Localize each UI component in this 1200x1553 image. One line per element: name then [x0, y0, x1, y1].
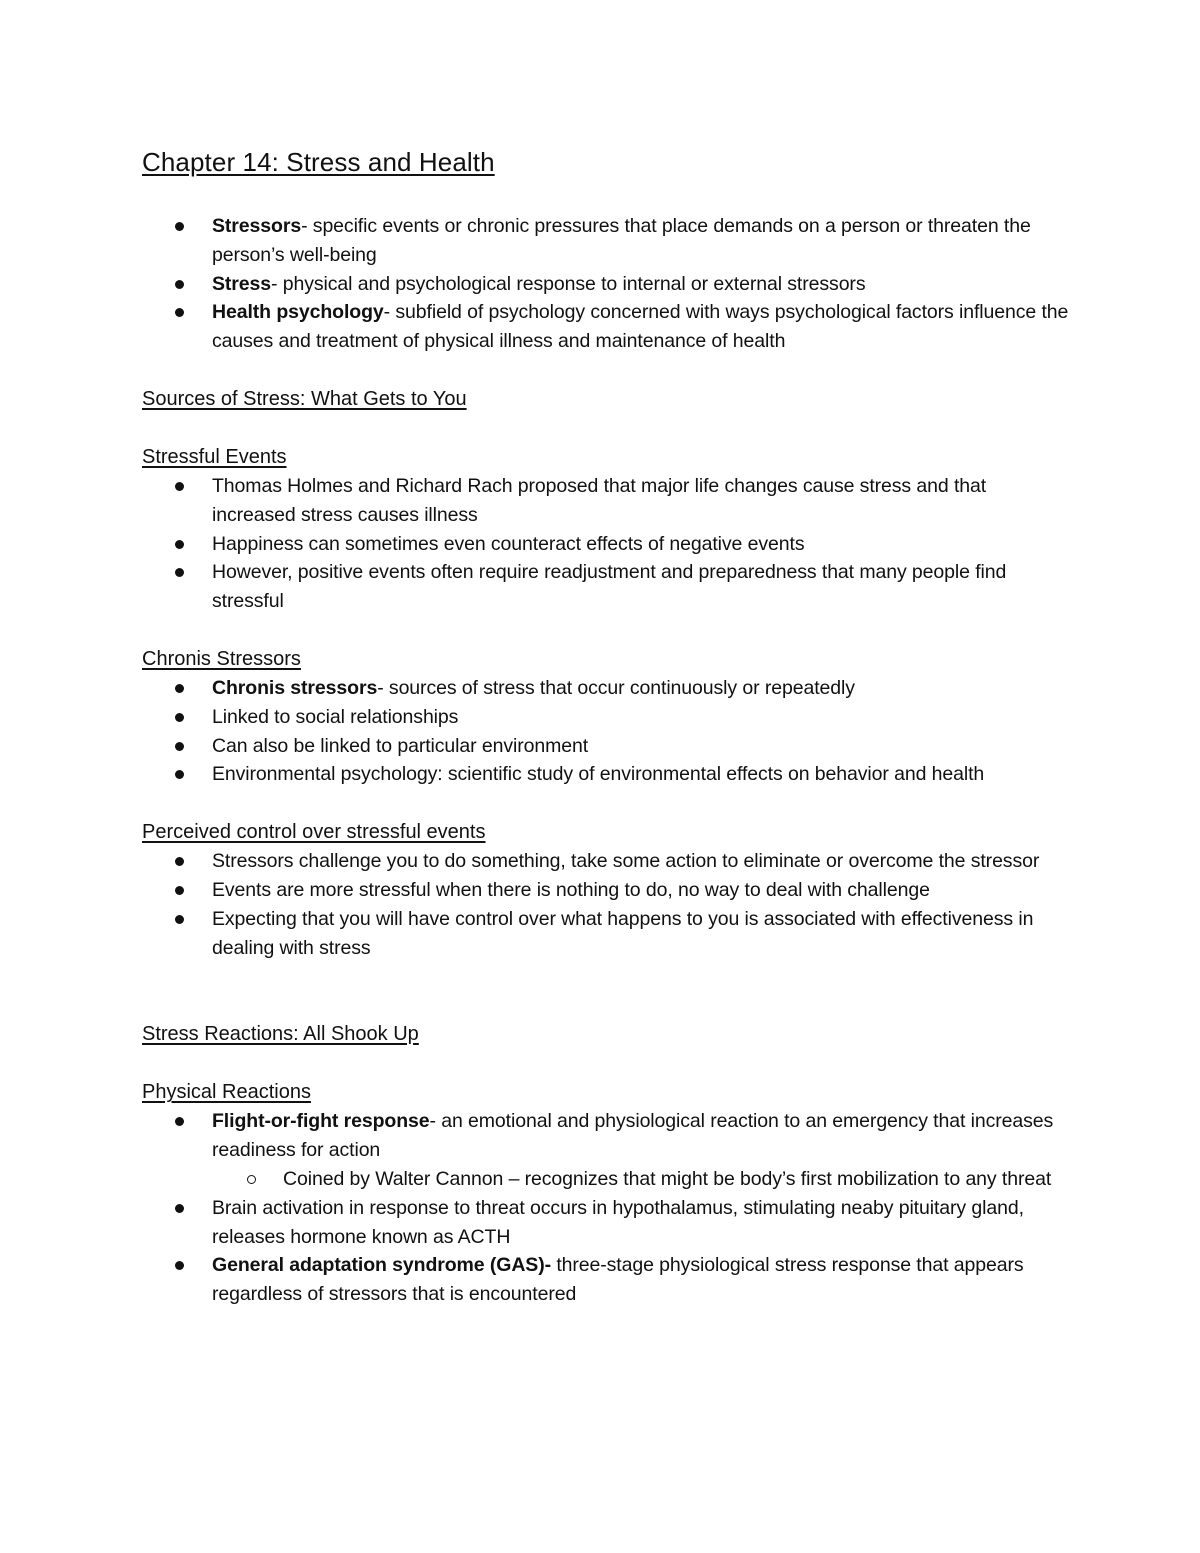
definition-text: three-stage physiological stress response that appears regardless of stressors that is encountered: [212, 1254, 1024, 1306]
list-item-text: Happiness can sometimes even counteract effects of negative events: [212, 532, 805, 555]
list-item: [142, 1107, 1072, 1193]
section-heading-stress-reactions: Stress Reactions: All Shook Up: [142, 1023, 419, 1046]
list-item-text: However, positive events often require readjustment and preparedness that many people find stressful: [212, 561, 1007, 613]
list-item: [142, 270, 1072, 299]
definition-text: - subfield of psychology concerned with ways psychological factors influence the causes and treatment of physical illness and maintenance of health: [212, 301, 1069, 353]
definition-text: - an emotional and physiological reaction to an emergency that increases readiness for action: [212, 1110, 1054, 1162]
list-item-text: Can also be linked to particular environment: [212, 734, 589, 757]
list-item: [142, 1251, 1072, 1309]
list-item: [142, 674, 1072, 703]
sub-list-item: [212, 1165, 1072, 1194]
list-item: [142, 876, 1072, 905]
chapter-title: Chapter 14: Stress and Health: [142, 147, 495, 177]
bullet-icon: [175, 857, 184, 866]
subheading-perceived-control: Perceived control over stressful events: [142, 821, 486, 844]
bullet-icon: [175, 568, 184, 577]
list-item-text: Stressors challenge you to do something, take some action to eliminate or overcome the stressor: [212, 850, 1040, 873]
definition-text: - specific events or chronic pressures that place demands on a person or threaten the person’s well-being: [212, 215, 1031, 266]
list-item-text: Brain activation in response to threat occurs in hypothalamus, stimulating neaby pituitary gland, releases hormone known as ACTH: [212, 1196, 1024, 1248]
subheading-physical-reactions: Physical Reactions: [142, 1081, 311, 1104]
list-item-text: Environmental psychology: scientific study of environmental effects on behavior and health: [212, 763, 985, 786]
bullet-icon: [175, 713, 184, 722]
bullet-icon: [175, 886, 184, 895]
list-item-text: Coined by Walter Cannon – recognizes that might be body’s first mobilization to any threat: [283, 1167, 1052, 1190]
chronic-stressors-list: [142, 674, 1072, 789]
definition-text: - physical and psychological response to internal or external stressors: [271, 272, 866, 295]
list-item: [142, 847, 1072, 876]
term-flight-or-fight: Flight-or-fight response: [212, 1110, 430, 1133]
list-item-text: Thomas Holmes and Richard Rach proposed that major life changes cause stress and that increased stress causes illness: [212, 474, 987, 526]
term-chronis-stressors: Chronis stressors: [212, 676, 378, 699]
list-item: [142, 212, 1072, 270]
list-item-text: Expecting that you will have control over what happens to you is associated with effectiveness in dealing with stress: [212, 907, 1034, 959]
bullet-icon: [175, 222, 184, 231]
list-item: [142, 530, 1072, 559]
list-item: [142, 472, 1072, 530]
document-page: [142, 140, 1072, 1309]
list-item: [142, 905, 1072, 963]
term-stress: Stress: [212, 272, 272, 295]
subheading-stressful-events: Stressful Events: [142, 445, 287, 468]
list-item: [142, 298, 1072, 356]
list-item: [142, 760, 1072, 789]
subheading-chronic-stressors: Chronis Stressors: [142, 647, 301, 670]
list-item: [142, 1194, 1072, 1252]
bullet-icon: [175, 280, 184, 289]
list-item-text: Linked to social relationships: [212, 705, 459, 728]
bullet-icon: [175, 482, 184, 491]
section-heading-sources-of-stress: Sources of Stress: What Gets to You: [142, 387, 467, 410]
bullet-icon: [175, 308, 184, 317]
bullet-icon: [175, 1117, 184, 1126]
definition-text: - sources of stress that occur continuously or repeatedly: [377, 676, 855, 699]
term-general-adaptation-syndrome: General adaptation syndrome (GAS)-: [212, 1254, 551, 1277]
stressful-events-list: [142, 472, 1072, 616]
list-item-text: Events are more stressful when there is nothing to do, no way to deal with challenge: [212, 878, 930, 901]
bullet-icon: [175, 684, 184, 693]
bullet-icon: [175, 915, 184, 924]
bullet-icon: [175, 1204, 184, 1213]
bullet-icon: [175, 540, 184, 549]
list-item: [142, 732, 1072, 761]
term-stressors: Stressors: [212, 215, 302, 237]
bullet-icon: [175, 1261, 184, 1270]
bullet-icon: [175, 770, 184, 779]
list-item: [142, 703, 1072, 732]
term-health-psychology: Health psychology: [212, 301, 384, 324]
perceived-control-list: [142, 847, 1072, 962]
sub-list: [212, 1165, 1072, 1194]
intro-definitions-list: [142, 212, 1072, 356]
hollow-bullet-icon: [247, 1175, 256, 1184]
bullet-icon: [175, 742, 184, 751]
list-item: [142, 558, 1072, 616]
physical-reactions-list: [142, 1107, 1072, 1309]
